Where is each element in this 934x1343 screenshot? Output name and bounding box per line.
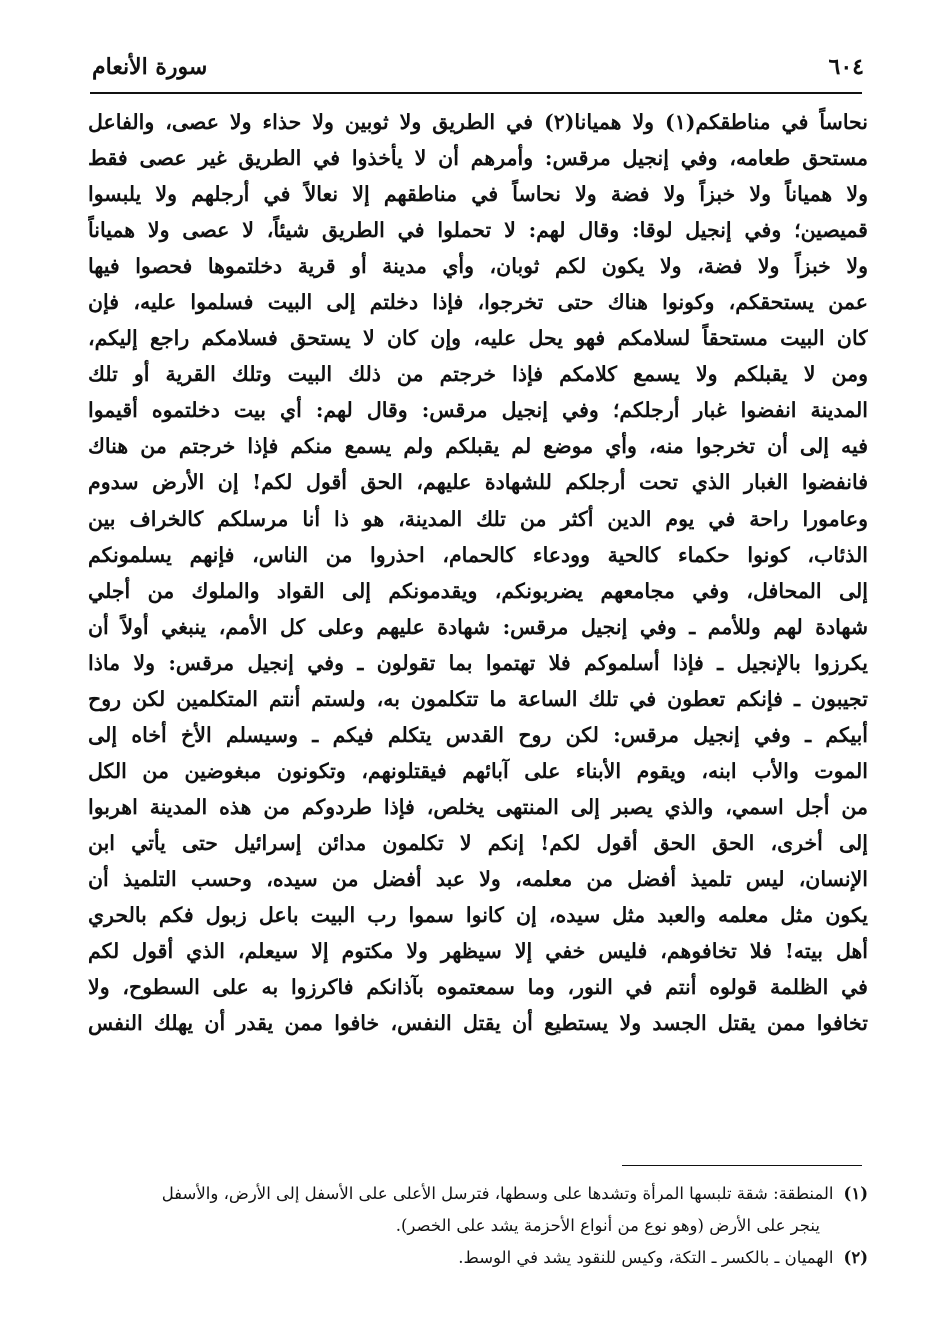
text-line: عمن يستحقكم، وكونوا هناك حتى تخرجوا، فإذا دخلتم إلى البيت فسلموا عليه، فإن [88, 290, 868, 315]
page-number: ٦٠٤ [828, 54, 864, 80]
text-line: ولا همياناً ولا خبزاً ولا فضة ولا نحاساً في مناطقهم إلا نعالاً في أرجلهم ولا يلبسوا [88, 182, 868, 207]
footnote-number: (١) [843, 1184, 868, 1203]
text-line: إلى أخرى، الحق الحق أقول لكم! إنكم لا تكلمون مدائن إسرائيل حتى يأتي ابن [88, 830, 868, 855]
text-line: أبيكم ـ وفي إنجيل مرقس: لكن روح القدس يتكلم فيكم ـ وسيسلم الأخ أخاه إلى [88, 722, 868, 747]
text-line: تخافوا ممن يقتل الجسد ولا يستطيع أن يقتل النفس، خافوا ممن يقدر أن يهلك النفس [88, 1011, 868, 1036]
text-line: من أجل اسمي، والذي يصبر إلى المنتهى يخلص، فإذا طردوكم من هذه المدينة اهربوا [88, 794, 868, 819]
footnote-1 [88, 1178, 868, 1210]
text-line: وعامورا راحة في يوم الدين أكثر من تلك المدينة، هو ذا أنا مرسلكم كالخراف بين [88, 506, 868, 531]
footnote-1-continuation [88, 1210, 868, 1242]
text-line: إلى المحافل، وفي مجامعهم يضربونكم، ويقدمونكم إلى القواد والملوك من أجلي [88, 578, 868, 603]
text-line: الذئاب، كونوا حكماء كالحية وودعاء كالحمام، احذروا من الناس، فإنهم يسلمونكم [88, 542, 868, 567]
text-line: مستحق طعامه، وفي إنجيل مرقس: وأمرهم أن لا يأخذوا في الطريق غير عصى فقط [88, 146, 868, 171]
footnotes [88, 1178, 868, 1274]
text-line: يكون مثل معلمه والعبد مثل سيده، إن كانوا سموا رب البيت باعل زبول فكم بالحري [88, 903, 868, 928]
text-line: قميصين؛ وفي إنجيل لوقا: وقال لهم: لا تحملوا في الطريق شيئاً، لا عصى ولا همياناً [88, 218, 868, 243]
text-line: المدينة انفضوا غبار أرجلكم؛ وفي إنجيل مرقس: وقال لهم: أي بيت دخلتموه أقيموا [88, 398, 868, 423]
page-header [92, 50, 864, 88]
text-line: نحاساً في مناطقكم(١) ولا هميانا(٢) في الطريق ولا ثوبين ولا حذاء ولا عصى، والفاعل [88, 110, 868, 134]
main-text [88, 104, 868, 1041]
text-line: في الظلمة قولوه أنتم في النور، وما سمعتموه بآذانكم فاكرزوا به على السطوح، ولا [88, 975, 868, 1000]
text-line: تجيبون ـ فإنكم تعطون في تلك الساعة ما تتكلمون به، ولستم أنتم المتكلمين لكن روح [88, 686, 868, 711]
text-line: يكرزوا بالإنجيل ـ فإذا أسلموكم فلا تهتموا بما تقولون ـ وفي إنجيل مرقس: ولا ماذا [88, 650, 868, 675]
footnote-divider [622, 1165, 862, 1166]
text-line: فانفضوا الغبار الذي تحت أرجلكم للشهادة عليهم، الحق أقول لكم! إن الأرض سدوم [88, 470, 868, 495]
footnote-number: (٢) [843, 1248, 868, 1267]
text-line: فيه إلى أن تخرجوا منه، وأي موضع لم يقبلكم ولم يسمع منكم فإذا خرجتم من هناك [88, 434, 868, 459]
text-line: ولا خبزاً ولا فضة، ولا يكون لكم ثوبان، وأي مدينة أو قرية دخلتموها فحصوا فيها [88, 254, 868, 279]
surah-title: سورة الأنعام [92, 54, 208, 80]
text-line: أهل بيته! فلا تخافوهم، فليس خفي إلا سيظهر ولا مكتوم إلا سيعلم، الذي أقول لكم [88, 939, 868, 964]
footnote-text: ينجر على الأرض (وهو نوع من أنواع الأحزمة يشد على الخصر). [395, 1216, 820, 1235]
footnote-text: المنطقة: شقة تلبسها المرأة وتشدها على وسطها، فترسل الأعلى على الأسفل إلى الأرض، والأسفل [161, 1184, 834, 1203]
header-divider [90, 92, 862, 94]
text-line: الإنسان، ليس تلميذ أفضل من معلمه، ولا عبد أفضل من سيده، وحسب التلميذ أن [88, 866, 868, 891]
text-line: الموت والأب ابنه، ويقوم الأبناء على آبائهم فيقتلونهم، وتكونون مبغوضين من الكل [88, 758, 868, 783]
text-line: ومن لا يقبلكم ولا يسمع كلامكم فإذا خرجتم من ذلك البيت وتلك القرية أو تلك [88, 362, 868, 387]
text-line: شهادة لهم وللأمم ـ وفي إنجيل مرقس: شهادة عليهم وعلى كل الأمم، ينبغي أولاً أن [88, 614, 868, 639]
footnote-text: الهميان ـ بالكسر ـ التكة، وكيس للنقود يشد في الوسط. [458, 1248, 834, 1267]
text-line: كان البيت مستحقاً لسلامكم فهو يحل عليه، وإن كان لا يستحق فسلامكم راجع إليكم، [88, 326, 868, 351]
footnote-2 [88, 1242, 868, 1274]
